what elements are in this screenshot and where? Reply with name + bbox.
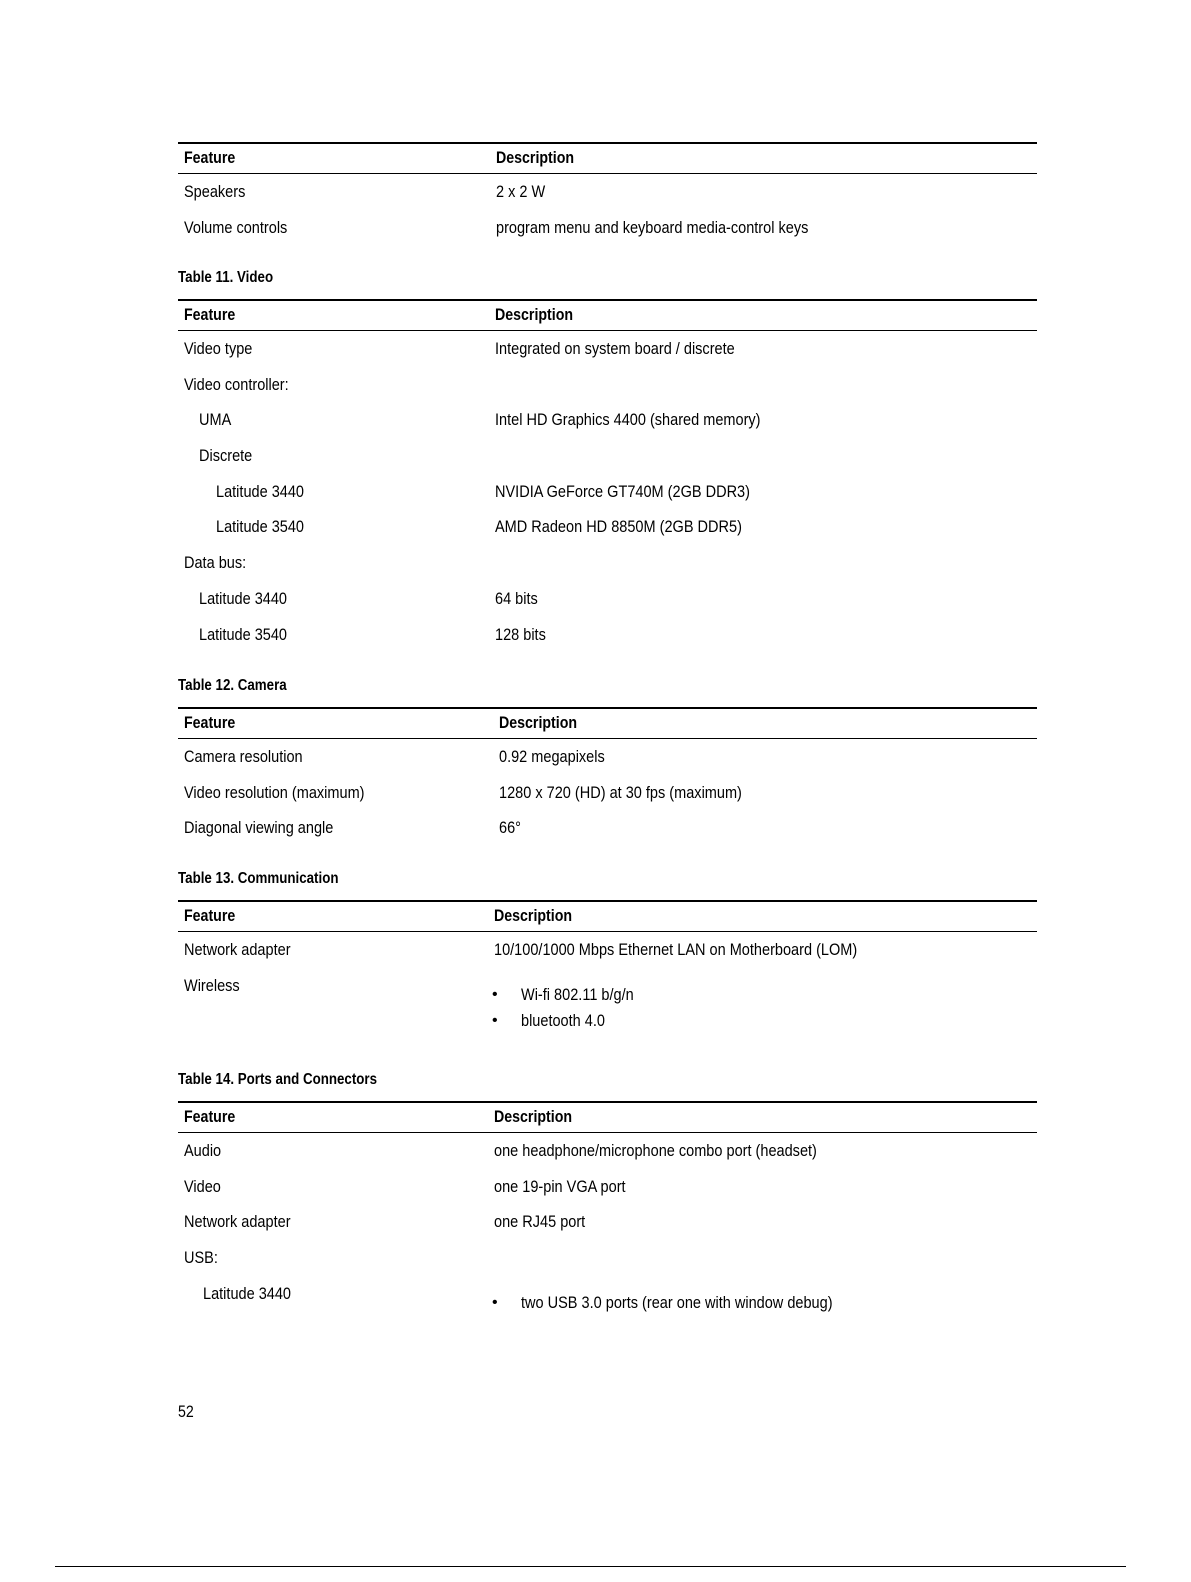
- feature-cell: Latitude 3540: [199, 626, 288, 644]
- feature-cell: Video controller:: [184, 376, 289, 394]
- table-speakers: [178, 142, 1037, 252]
- feature-cell: Latitude 3440: [199, 590, 288, 608]
- description-cell: Integrated on system board / discrete: [495, 340, 735, 358]
- feature-cell: Network adapter: [184, 1213, 291, 1231]
- table-camera: [178, 707, 1037, 847]
- table-caption-camera: Table 12. Camera: [178, 677, 287, 694]
- description-cell: one RJ45 port: [494, 1213, 586, 1231]
- table-top-rule: [178, 900, 1037, 902]
- header-rule: [178, 931, 1037, 932]
- feature-cell: Speakers: [184, 183, 246, 201]
- description-cell: program menu and keyboard media-control keys: [496, 219, 809, 237]
- feature-cell: UMA: [199, 411, 232, 429]
- header-description: Description: [494, 1108, 573, 1126]
- feature-cell: Video: [184, 1178, 221, 1196]
- feature-cell: Network adapter: [184, 941, 291, 959]
- feature-cell: Video type: [184, 340, 253, 358]
- header-feature: Feature: [184, 714, 236, 732]
- feature-cell: Audio: [184, 1142, 222, 1160]
- table-ports: [178, 1101, 1037, 1331]
- description-cell: 128 bits: [495, 626, 546, 644]
- description-cell: 66°: [499, 819, 521, 837]
- bullet-icon: •: [492, 986, 498, 1003]
- header-feature: Feature: [184, 1108, 236, 1126]
- table-video: [178, 299, 1037, 659]
- description-cell: 10/100/1000 Mbps Ethernet LAN on Motherboard (LOM): [494, 941, 858, 959]
- description-cell: 1280 x 720 (HD) at 30 fps (maximum): [499, 784, 742, 802]
- feature-cell: Camera resolution: [184, 748, 303, 766]
- feature-cell: Wireless: [184, 977, 240, 995]
- header-feature: Feature: [184, 907, 236, 925]
- feature-cell: Latitude 3540: [216, 518, 305, 536]
- description-cell: NVIDIA GeForce GT740M (2GB DDR3): [495, 483, 750, 501]
- header-description: Description: [494, 907, 573, 925]
- feature-cell: Latitude 3440: [216, 483, 305, 501]
- list-item: bluetooth 4.0: [521, 1012, 605, 1030]
- header-description: Description: [496, 149, 575, 167]
- table-top-rule: [178, 1101, 1037, 1103]
- page-number: 52: [178, 1403, 194, 1421]
- description-cell: 64 bits: [495, 590, 538, 608]
- feature-cell: Video resolution (maximum): [184, 784, 365, 802]
- table-top-rule: [178, 142, 1037, 144]
- feature-cell: Latitude 3440: [203, 1285, 292, 1303]
- table-top-rule: [178, 707, 1037, 709]
- header-rule: [178, 330, 1037, 331]
- footer-rule: [55, 1566, 1126, 1567]
- table-caption-video: Table 11. Video: [178, 269, 274, 286]
- table-caption-ports: Table 14. Ports and Connectors: [178, 1071, 378, 1088]
- header-description: Description: [495, 306, 574, 324]
- header-description: Description: [499, 714, 578, 732]
- list-item: two USB 3.0 ports (rear one with window debug): [521, 1294, 833, 1312]
- header-feature: Feature: [184, 306, 236, 324]
- table-caption-communication: Table 13. Communication: [178, 870, 339, 887]
- feature-cell: Volume controls: [184, 219, 288, 237]
- table-top-rule: [178, 299, 1037, 301]
- feature-cell: Data bus:: [184, 554, 247, 572]
- description-cell: one 19-pin VGA port: [494, 1178, 626, 1196]
- header-rule: [178, 173, 1037, 174]
- feature-cell: USB:: [184, 1249, 218, 1267]
- description-cell: 0.92 megapixels: [499, 748, 605, 766]
- header-feature: Feature: [184, 149, 236, 167]
- header-rule: [178, 1132, 1037, 1133]
- table-communication: [178, 900, 1037, 1050]
- description-cell: Intel HD Graphics 4400 (shared memory): [495, 411, 761, 429]
- header-rule: [178, 738, 1037, 739]
- description-cell: one headphone/microphone combo port (headset): [494, 1142, 817, 1160]
- feature-cell: Diagonal viewing angle: [184, 819, 334, 837]
- bullet-icon: •: [492, 1012, 498, 1029]
- description-cell: 2 x 2 W: [496, 183, 546, 201]
- list-item: Wi-fi 802.11 b/g/n: [521, 986, 634, 1004]
- description-cell: AMD Radeon HD 8850M (2GB DDR5): [495, 518, 742, 536]
- feature-cell: Discrete: [199, 447, 253, 465]
- bullet-icon: •: [492, 1294, 498, 1311]
